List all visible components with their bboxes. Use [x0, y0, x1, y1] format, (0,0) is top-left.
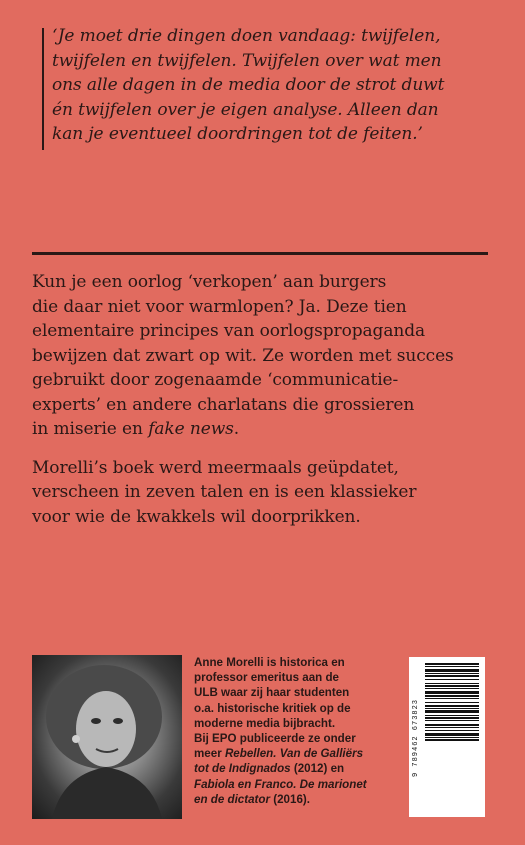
quote-bar [42, 28, 44, 150]
divider-rule [32, 252, 488, 255]
barcode-bar [425, 717, 479, 719]
quote-line: ons alle dagen in de media door de strot duwt [52, 75, 445, 95]
barcode-bar [425, 737, 479, 738]
author-portrait-graphic [32, 655, 182, 819]
blurb [32, 270, 502, 543]
barcode-bar [425, 666, 479, 667]
blurb-line: voor wie de kwakkels wil doorprikken. [32, 506, 361, 527]
barcode-bar [425, 698, 479, 699]
quote-line: kan je eventueel doordringen tot de feiten.’ [52, 124, 423, 144]
blurb-line: elementaire principes van oorlogspropaganda [32, 321, 426, 341]
barcode-bar [425, 669, 479, 672]
pull-quote [52, 24, 500, 147]
blurb-line: gebruikt door zogenaamde ‘communicatie- [32, 370, 399, 390]
book-title: tot de Indignados [194, 762, 291, 776]
barcode-bar [425, 705, 479, 707]
barcode-bar [425, 724, 479, 726]
barcode-bar [425, 683, 479, 684]
barcode-bar [425, 708, 479, 709]
bio-line [194, 792, 394, 807]
author-photo [32, 655, 182, 819]
bio-line [194, 777, 394, 792]
blurb-line: bewijzen dat zwart op wit. Ze worden met succes [32, 345, 454, 366]
barcode-bar [425, 702, 479, 703]
barcode-bar [425, 695, 479, 697]
bio-line: ULB waar zij haar studenten [194, 686, 350, 700]
blurb-line: die daar niet voor warmlopen? Ja. Deze tien [32, 296, 407, 317]
book-title: Rebellen. Van de Galliërs [224, 747, 364, 761]
barcode-bar [425, 685, 479, 687]
barcode-digits: 9 789462 673823 [412, 698, 420, 777]
bio-line [194, 761, 394, 776]
barcode-bar [425, 733, 479, 736]
blurb-line [32, 417, 502, 442]
blurb-paragraph-2 [32, 456, 502, 530]
barcode-bar [425, 715, 479, 716]
blurb-text: . [233, 419, 240, 439]
bio-line [194, 746, 394, 761]
barcode-bar [425, 679, 479, 680]
blurb-line: experts’ en andere charlatans die grossieren [32, 394, 415, 415]
quote-line: én twijfelen over je eigen analyse. Alleen dan [52, 99, 439, 120]
blurb-line: Morelli’s boek werd meermaals geüpdatet, [32, 457, 399, 478]
bio-line: moderne media bijbracht. [194, 716, 336, 730]
bio-line: Anne Morelli is historica en [194, 656, 345, 669]
bio-text: (2016). [270, 792, 310, 806]
bio-text: (2012) en [290, 762, 345, 776]
book-title: en de dictator [194, 792, 271, 806]
barcode-bar [425, 727, 479, 728]
blurb-italic: fake news [148, 419, 234, 439]
barcode-bar [425, 710, 479, 713]
bio-line: professor emeritus aan de [194, 671, 339, 685]
barcode-bar [425, 739, 479, 741]
barcode-bar [425, 673, 479, 674]
blurb-paragraph-1 [32, 270, 502, 442]
bio-line: o.a. historische kritiek op de [194, 701, 351, 715]
blurb-line: verscheen in zeven talen en is een klassieker [32, 482, 417, 502]
bio-line: Bij EPO publiceerde ze onder [194, 732, 356, 746]
quote-line: ‘Je moet drie dingen doen vandaag: twijfelen, [52, 26, 441, 46]
barcode-bar [425, 720, 479, 721]
barcode-bar [425, 675, 479, 677]
blurb-text: in miserie en [32, 419, 149, 439]
barcode-bar [425, 691, 479, 694]
book-title: Fabiola en Franco. De marionet [194, 777, 367, 791]
blurb-line: Kun je een oorlog ‘verkopen’ aan burgers [32, 272, 387, 292]
barcode-bar [425, 730, 479, 731]
quote-line: twijfelen en twijfelen. Twijfelen over wat men [52, 50, 442, 71]
barcode-bar [425, 663, 479, 665]
bio-text: meer [194, 747, 225, 761]
barcode-bar [425, 688, 479, 689]
author-bio [194, 655, 394, 807]
